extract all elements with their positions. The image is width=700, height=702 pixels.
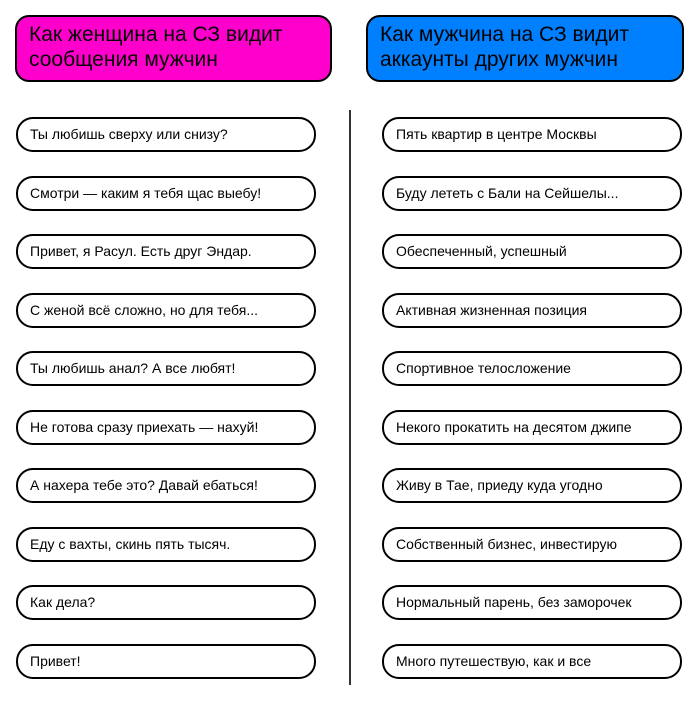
column-divider [349,110,351,685]
left-header [15,15,332,82]
message-bubble: С женой всё сложно, но для тебя... [16,293,316,328]
profile-bubble: Активная жизненная позиция [382,293,682,328]
message-bubble: Привет! [16,644,316,679]
message-bubble: Привет, я Расул. Есть друг Эндар. [16,234,316,269]
message-bubble: Не готова сразу приехать — нахуй! [16,410,316,445]
profile-bubble: Спортивное телосложение [382,351,682,386]
profile-bubble: Пять квартир в центре Москвы [382,117,682,152]
message-bubble: Ты любишь анал? А все любят! [16,351,316,386]
message-bubble: Ты любишь сверху или снизу? [16,117,316,152]
message-bubble: Смотри — каким я тебя щас выебу! [16,176,316,211]
message-bubble: Еду с вахты, скинь пять тысяч. [16,527,316,562]
profile-bubble: Буду лететь с Бали на Сейшелы... [382,176,682,211]
right-header [366,15,684,82]
right-header-title: Как мужчина на СЗ видит аккаунты других мужчин [380,23,629,71]
profile-bubble: Много путешествую, как и все [382,644,682,679]
profile-bubble: Живу в Тае, приеду куда угодно [382,468,682,503]
profile-bubble: Некого прокатить на десятом джипе [382,410,682,445]
message-bubble: А нахера тебе это? Давай ебаться! [16,468,316,503]
profile-bubble: Собственный бизнес, инвестирую [382,527,682,562]
profile-bubble: Обеспеченный, успешный [382,234,682,269]
message-bubble: Как дела? [16,585,316,620]
left-header-title: Как женщина на СЗ видит сообщения мужчин [29,23,283,71]
right-column [382,117,682,702]
left-column [16,117,316,702]
profile-bubble: Нормальный парень, без заморочек [382,585,682,620]
